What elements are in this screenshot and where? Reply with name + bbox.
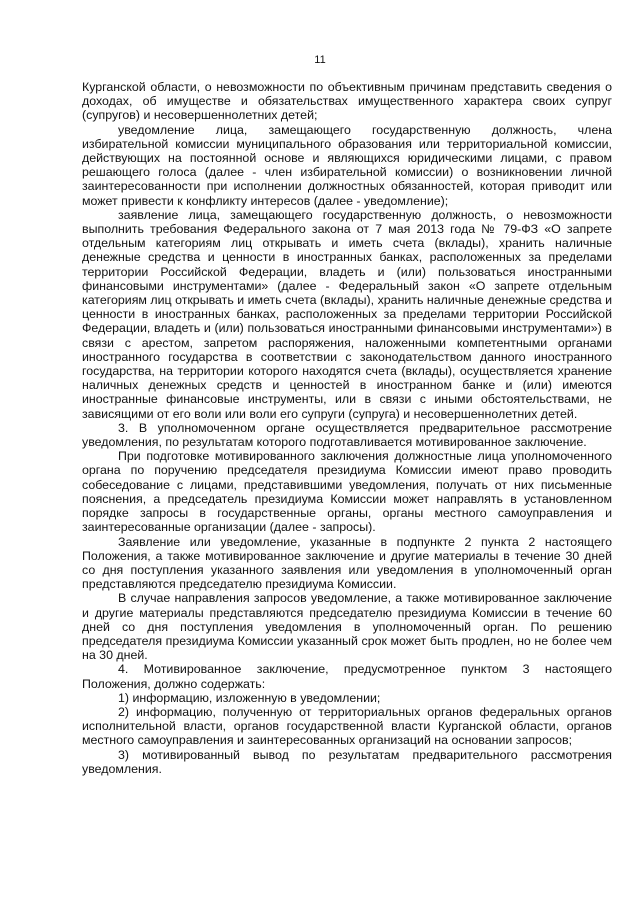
paragraph-1: Курганской области, о невозможности по объективным причинам представить сведения о доходах, об имуществе и обязательствах имущественного характера своих супруг (супругов) и несовершеннолетних детей; bbox=[82, 80, 612, 123]
list-item-3: 3) мотивированный вывод по результатам предварительного рассмотрения уведомления. bbox=[82, 747, 612, 776]
page-number: 11 bbox=[314, 54, 326, 66]
list-item-2: 2) информацию, полученную от территориальных органов федеральных органов исполнительной власти, органов государственной власти Курганской области, органов местного самоуправления и заинтересованных организаций на основании запросов; bbox=[82, 704, 612, 748]
paragraph-2: уведомление лица, замещающего государственную должность, члена избирательной комиссии муниципального образования или территориальной комиссии, действующих на постоянной основе и являющихся юридическими лицами, с правом решающего голоса (далее - член избирательной комиссии) о возникновении личной заинтересованности при исполнении должностных обязанностей, которая приводит или может привести к конфликту интересов (далее - уведомление); bbox=[82, 122, 612, 208]
list-item-1: 1) информацию, изложенную в уведомлении; bbox=[118, 690, 381, 705]
paragraph-5: При подготовке мотивированного заключения должностные лица уполномоченного органа по поручению председателя президиума Комиссии имеют право проводить собеседование с лицами, представившими уведомления, получать от них письменные пояснения, а председатель президиума Комиссии может направлять в установленном порядке запросы в государственные органы, органы местного самоуправления и заинтересованные организации (далее - запросы). bbox=[82, 449, 612, 535]
paragraph-3: заявление лица, замещающего государственную должность, о невозможности выполнить требования Федерального закона от 7 мая 2013 года № 79-ФЗ «О запрете отдельным категориям лиц открывать и иметь счета (вклады), хранить наличные денежные средства и ценности в иностранных банках, расположенных за пределами территории Российской Федерации, владеть и (или) пользоваться иностранными финансовыми инструментами» (далее - Федеральный закон «О запрете отдельным категориям лиц открывать и иметь счета (вклады), хранить наличные денежные средства и ценности в иностранных банках, расположенных за пределами территории Российской Федерации, владеть и (или) пользоваться иностранными финансовыми инструментами») в связи с арестом, запретом распоряжения, наложенными компетентными органами иностранного государства в соответствии с законодательством данного иностранного государства, на территории которого находятся счета (вклады), осуществляется хранение наличных денежных средств и ценностей в иностранном банке и (или) имеются иностранные финансовые инструменты, или в связи с иными обстоятельствами, не зависящими от его воли или воли его супруги (супруга) и несовершеннолетних детей. bbox=[82, 207, 612, 421]
paragraph-8: 4. Мотивированное заключение, предусмотренное пунктом 3 настоящего Положения, должно содержать: bbox=[82, 662, 612, 691]
document-body bbox=[82, 80, 612, 776]
paragraph-6: Заявление или уведомление, указанные в подпункте 2 пункта 2 настоящего Положения, а также мотивированное заключение и другие материалы в течение 30 дней со дня поступления указанного заявления или уведомления в уполномоченный орган представляются председателю президиума Комиссии. bbox=[82, 534, 612, 592]
paragraph-4: 3. В уполномоченном органе осуществляется предварительное рассмотрение уведомления, по результатам которого подготавливается мотивированное заключение. bbox=[82, 420, 612, 450]
paragraph-7: В случае направления запросов уведомление, а также мотивированное заключение и другие материалы представляются председателю президиума Комиссии в течение 60 дней со дня поступления уведомления в уполномоченный орган. По решению председателя президиума Комиссии указанный срок может быть продлен, но не более чем на 30 дней. bbox=[82, 591, 612, 663]
